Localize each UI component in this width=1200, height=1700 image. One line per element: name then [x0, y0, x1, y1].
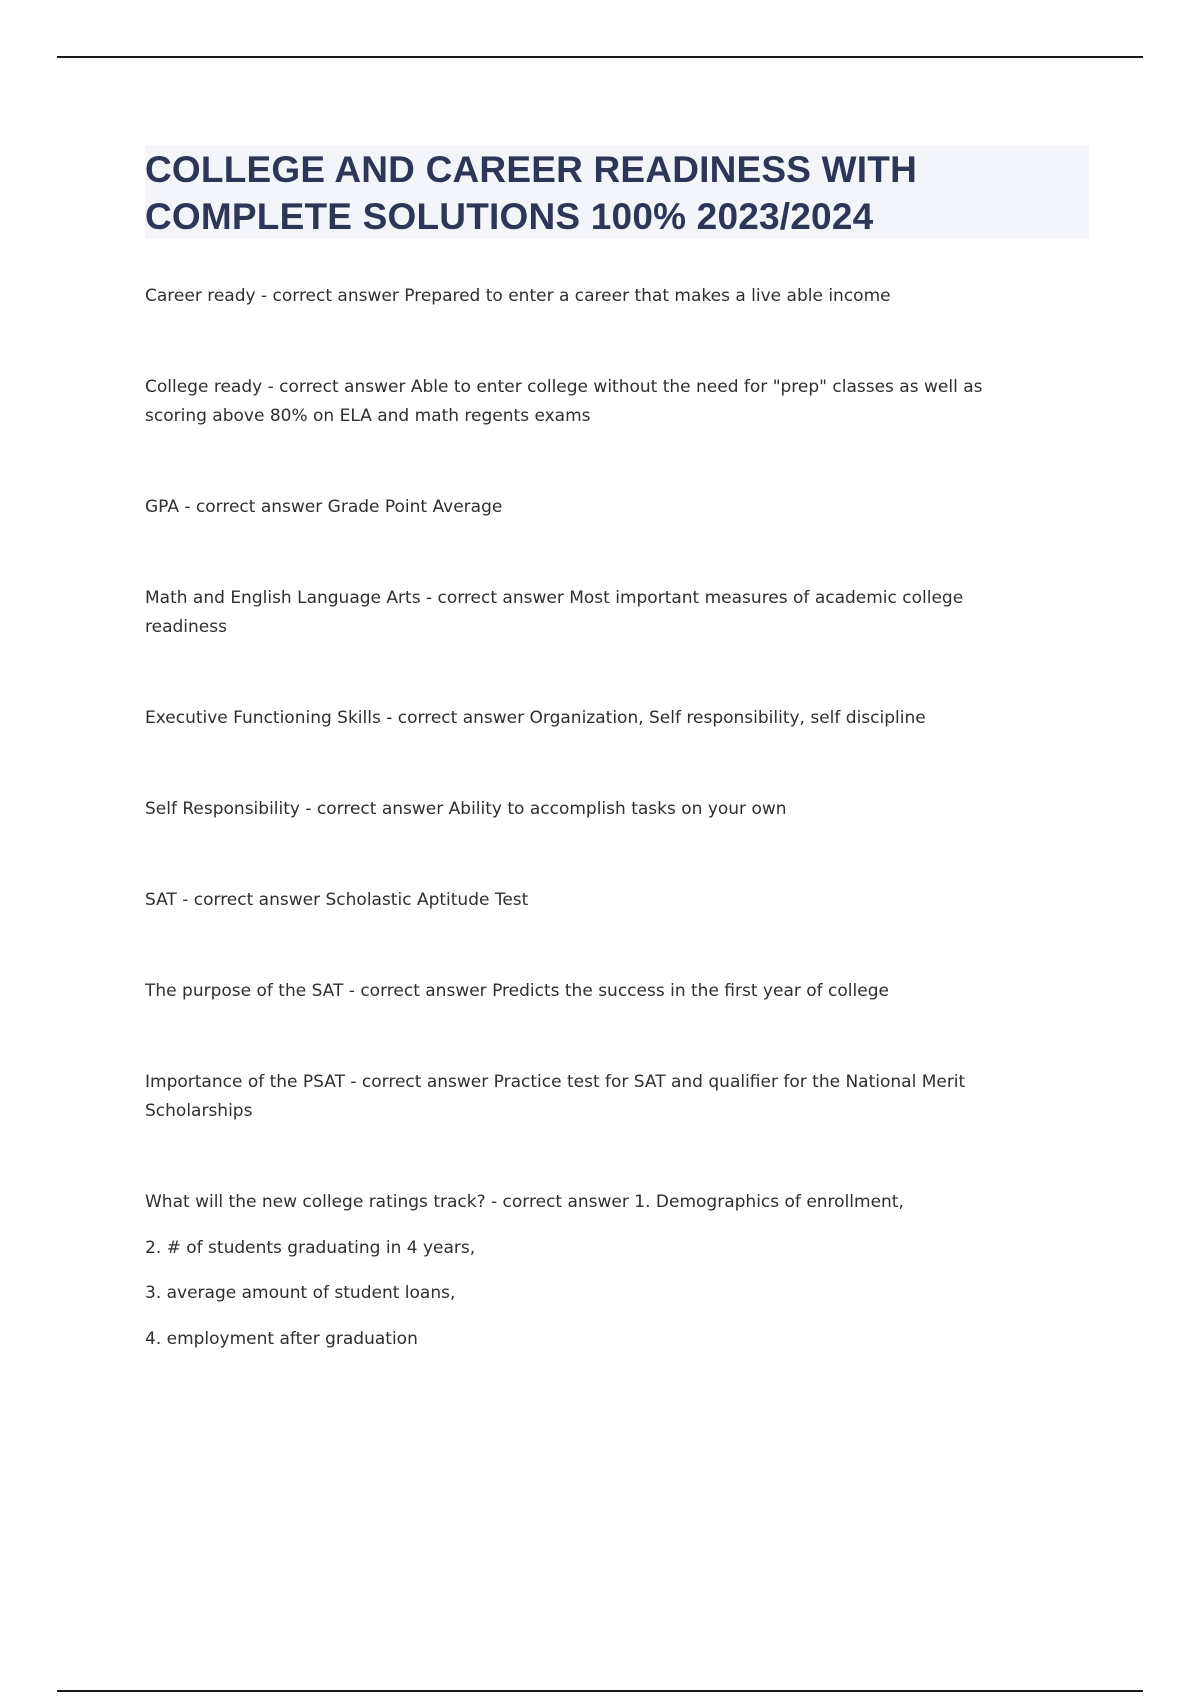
qa-answer: Predicts the success in the first year of college [492, 981, 889, 1001]
list-item-employment: 4. employment after graduation [145, 1329, 418, 1349]
qa-entry-self-responsibility [145, 795, 1045, 824]
qa-answer: Ability to accomplish tasks on your own [448, 799, 787, 819]
qa-separator: - correct answer [425, 588, 564, 608]
qa-answer: Most important measures of academic college readiness [145, 588, 964, 637]
qa-term: Executive Functioning Skills [145, 708, 381, 728]
qa-separator: - correct answer [386, 708, 525, 728]
list-item-student-loans: 3. average amount of student loans, [145, 1283, 456, 1303]
qa-term: Importance of the PSAT [145, 1072, 345, 1092]
qa-separator: - correct answer [348, 981, 487, 1001]
qa-entry-college-ratings [145, 1188, 1045, 1217]
qa-term: Self Responsibility [145, 799, 300, 819]
qa-separator: - correct answer [260, 286, 399, 306]
qa-answer: Scholastic Aptitude Test [325, 890, 529, 910]
qa-separator: - correct answer [182, 890, 321, 910]
qa-answer: Able to enter college without the need for "prep" classes as well as scoring above 80% on ELA and math regents exams [145, 377, 983, 426]
qa-entry-psat [145, 1068, 1045, 1126]
list-item-students-graduating: 2. # of students graduating in 4 years, [145, 1238, 476, 1258]
top-rule [57, 56, 1143, 58]
qa-separator: - correct answer [305, 799, 444, 819]
qa-term: GPA [145, 497, 179, 517]
qa-entry-sat-purpose [145, 977, 1045, 1006]
qa-term: The purpose of the SAT [145, 981, 344, 1001]
title-banner [145, 146, 1089, 238]
qa-term: SAT [145, 890, 177, 910]
qa-answer: Grade Point Average [327, 497, 503, 517]
qa-term: Math and English Language Arts [145, 588, 421, 608]
qa-separator: - correct answer [267, 377, 406, 397]
qa-entry-sat [145, 886, 1045, 915]
qa-answer: Practice test for SAT and qualifier for the National Merit Scholarships [145, 1072, 966, 1121]
qa-entry-executive-functioning [145, 704, 1045, 733]
bottom-rule [57, 1690, 1143, 1692]
qa-entry-career-ready [145, 282, 1045, 311]
qa-term: College ready [145, 377, 263, 397]
qa-entry-gpa [145, 493, 1045, 522]
qa-term: What will the new college ratings track? [145, 1192, 486, 1212]
qa-term: Career ready [145, 286, 256, 306]
qa-answer: Organization, Self responsibility, self discipline [529, 708, 926, 728]
qa-answer: Prepared to enter a career that makes a live able income [404, 286, 891, 306]
qa-entry-math-ela [145, 584, 1045, 642]
qa-separator: - correct answer [184, 497, 323, 517]
qa-entry-college-ready [145, 373, 1045, 431]
qa-separator: - correct answer [350, 1072, 489, 1092]
qa-answer: 1. Demographics of enrollment, [634, 1192, 904, 1212]
page-title [145, 146, 1089, 240]
qa-separator: - correct answer [491, 1192, 629, 1212]
title-line-2: COMPLETE SOLUTIONS 100% 2023/2024 [145, 196, 874, 237]
title-line-1: COLLEGE AND CAREER READINESS WITH [145, 149, 917, 190]
